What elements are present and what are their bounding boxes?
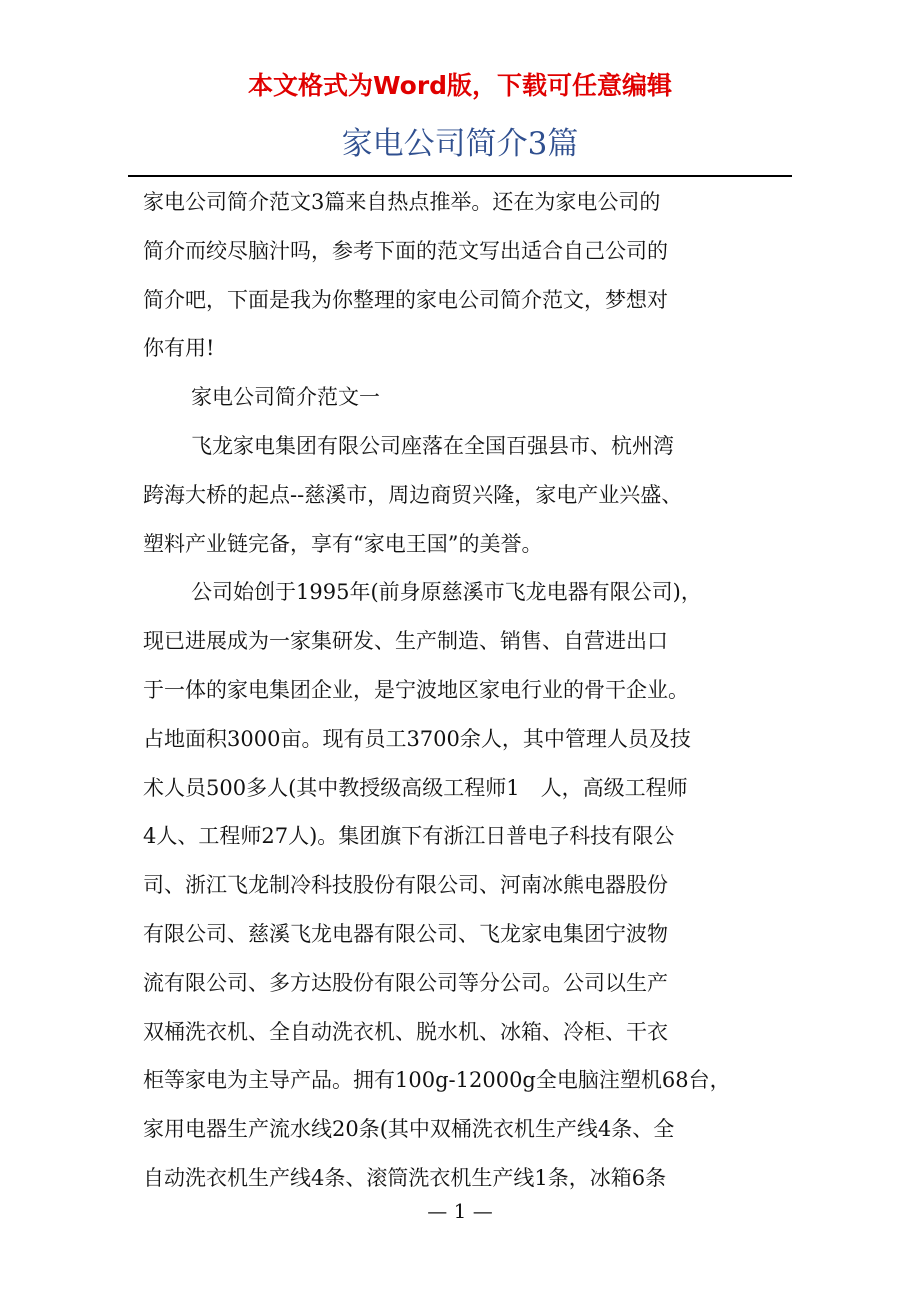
document-body [143,178,798,1203]
document-title: 家电公司简介3篇 [341,126,579,162]
body-text-line: 家电公司简介范文一 [191,385,380,410]
body-text-line: 柜等家电为主导产品。拥有100g-12000g全电脑注塑机68台， [143,1068,731,1093]
body-text-line: 占地面积3000亩。现有员工3700余人，其中管理人员及技 [143,726,691,751]
page-number: — 1 — [427,1199,493,1223]
body-text-line: 双桶洗衣机、全自动洗衣机、脱水机、冰箱、冷柜、干衣 [143,1019,668,1044]
body-text-line: 有限公司、慈溪飞龙电器有限公司、飞龙家电集团宁波物 [143,921,668,946]
body-text-line: 简介而绞尽脑汁吗，参考下面的范文写出适合自己公司的 [143,238,668,263]
body-text-line: 术人员500多人(其中教授级高级工程师1 人，高级工程师 [143,775,688,800]
format-notice-banner: 本文格式为Word版，下载可任意编辑 [247,71,673,100]
body-text-line: 自动洗衣机生产线4条、滚筒洗衣机生产线1条，冰箱6条 [143,1165,667,1190]
body-text-line: 塑料产业链完备，享有“家电王国”的美誉。 [143,531,543,556]
body-text-line: 公司始创于1995年(前身原慈溪市飞龙电器有限公司)， [191,580,702,605]
body-text-line: 家用电器生产流水线20条(其中双桶洗衣机生产线4条、全 [143,1117,675,1142]
body-text-line: 简介吧，下面是我为你整理的家电公司简介范文，梦想对 [143,287,668,312]
body-text-line: 4人、工程师27人)。集团旗下有浙江日普电子科技有限公 [143,824,675,849]
body-text-line: 飞龙家电集团有限公司座落在全国百强县市、杭州湾 [191,433,674,458]
body-text-line: 司、浙江飞龙制冷科技股份有限公司、河南冰熊电器股份 [143,873,668,898]
body-text-line: 你有用! [143,336,215,361]
body-text-line: 于一体的家电集团企业，是宁波地区家电行业的骨干企业。 [143,677,689,702]
body-text-line: 流有限公司、多方达股份有限公司等分公司。公司以生产 [143,970,668,995]
title-divider [128,175,792,177]
body-text-line: 跨海大桥的起点--慈溪市，周边商贸兴隆，家电产业兴盛、 [143,482,683,507]
body-text-line: 现已进展成为一家集研发、生产制造、销售、自营进出口 [143,629,668,654]
body-text-line: 家电公司简介范文3篇来自热点推举。还在为家电公司的 [143,190,661,214]
